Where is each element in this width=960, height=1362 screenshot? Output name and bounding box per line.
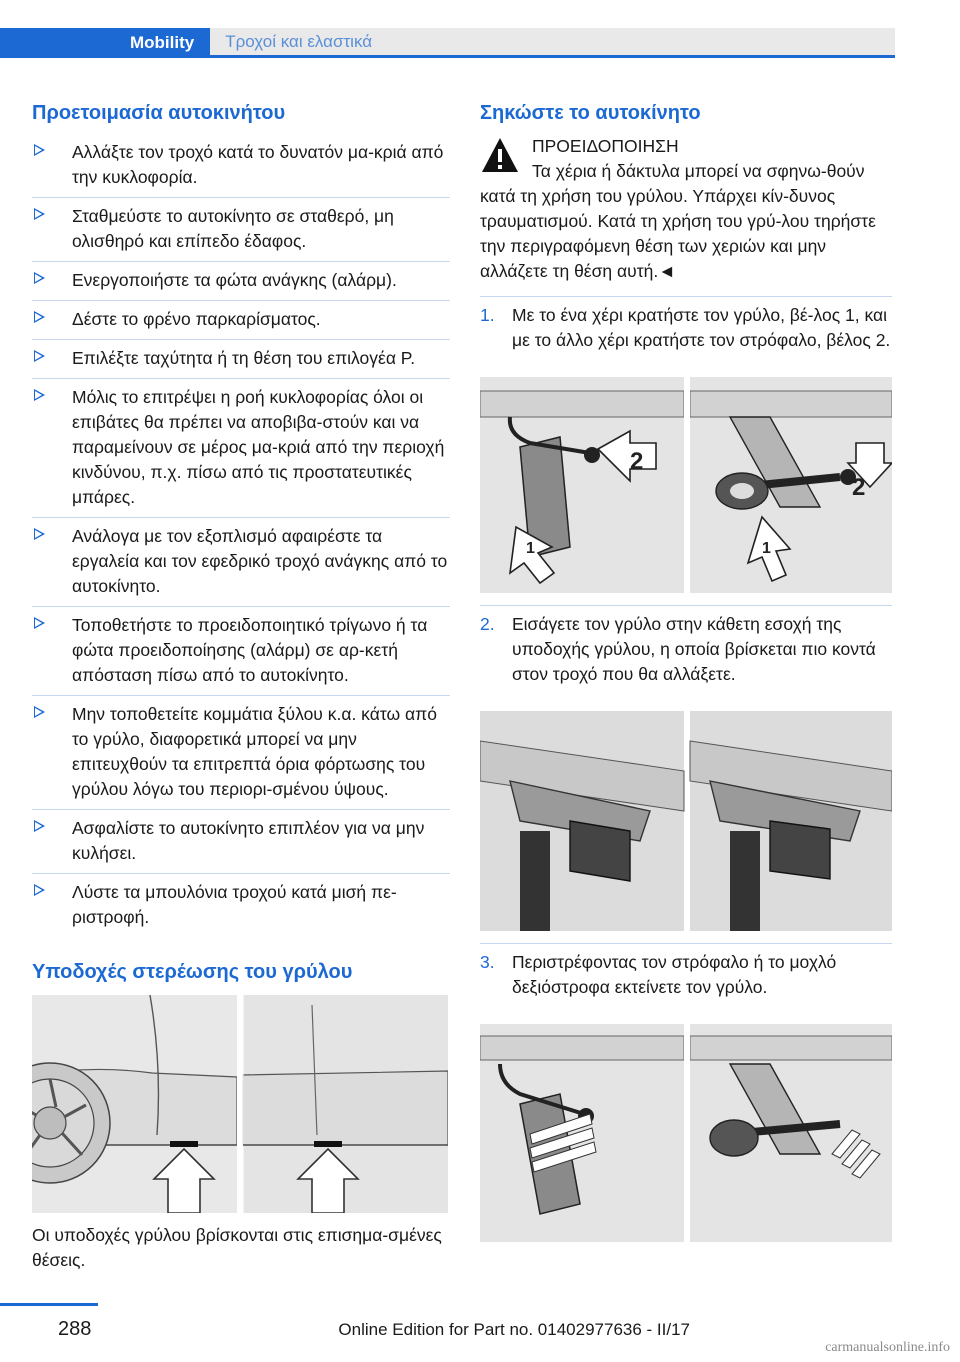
step-item	[480, 296, 892, 363]
bullet-triangle-icon	[34, 528, 45, 540]
list-item: Τοποθετήστε το προειδοποιητικό τρίγωνο ή τα φώτα προειδοποίησης (αλάρμ) σε αρ-κετή απόσταση πίσω από το αυτοκίνητο.	[32, 607, 450, 696]
figure-jack-insert	[480, 711, 892, 931]
list-item: Σταθμεύστε το αυτοκίνητο σε σταθερό, μη ολισθηρό και επίπεδο έδαφος.	[32, 198, 450, 262]
jack-insert-illustration	[480, 711, 892, 931]
bullet-triangle-icon	[34, 706, 45, 718]
step-item	[480, 605, 892, 697]
list-item: Ενεργοποιήστε τα φώτα ανάγκης (αλάρμ).	[32, 262, 450, 301]
arrow-label: 2	[630, 448, 644, 475]
chapter-tab: Mobility	[0, 28, 210, 58]
bullet-triangle-icon	[34, 820, 45, 832]
step-number: 1.	[480, 305, 495, 325]
list-item: Αλλάξτε τον τροχό κατά το δυνατόν μα-κριά από την κυκλοφορία.	[32, 134, 450, 198]
step-number: 2.	[480, 614, 495, 634]
warning-text: Τα χέρια ή δάκτυλα μπορεί να σφηνω-θούν κατά τη χρήση του γρύλου. Υπάρχει κίν-δυνος τραυματισμού. Κατά τη χρήση του γρύ-λου τηρήστε την περιγραφόμενη θέση των χεριών και μην αλλάζετε τη θέση αυτή.◄	[480, 161, 876, 281]
bullet-triangle-icon	[34, 144, 45, 156]
bullet-triangle-icon	[34, 272, 45, 284]
arrow-label: 2	[852, 474, 866, 501]
heading-prepare-vehicle: Προετοιμασία αυτοκινήτου	[32, 102, 286, 124]
right-column	[480, 100, 892, 1254]
jack-points-section	[32, 959, 450, 1273]
figure-jack-extend	[480, 1024, 892, 1242]
step-item	[480, 943, 892, 1010]
list-item: Λύστε τα μπουλόνια τροχού κατά μισή πε-ριστροφή.	[32, 874, 450, 937]
page-header	[0, 28, 895, 58]
section-tab: Τροχοί και ελαστικά	[210, 28, 895, 58]
watermark: carmanualsonline.info	[825, 1340, 950, 1355]
step-text: Περιστρέφοντας τον στρόφαλο ή το μοχλό δεξιόστροφα εκτείνετε τον γρύλο.	[512, 952, 837, 997]
bullet-triangle-icon	[34, 617, 45, 629]
jack-points-caption: Οι υποδοχές γρύλου βρίσκονται στις επισημα-σμένες θέσεις.	[32, 1225, 442, 1270]
list-item: Επιλέξτε ταχύτητα ή τη θέση του επιλογέα P.	[32, 340, 450, 379]
raise-steps-3	[480, 943, 892, 1010]
step-text: Με το ένα χέρι κρατήστε τον γρύλο, βέ-λος 1, και με το άλλο χέρι κρατήστε τον στρόφαλο, βέλος 2.	[512, 305, 891, 350]
step-number: 3.	[480, 952, 495, 972]
footer-accent-line	[0, 1303, 98, 1306]
jack-points-figure	[32, 995, 448, 1213]
list-item: Ασφαλίστε το αυτοκίνητο επιπλέον για να μην κυλήσει.	[32, 810, 450, 874]
list-item: Δέστε το φρένο παρκαρίσματος.	[32, 301, 450, 340]
preparation-list	[32, 134, 450, 937]
jack-extend-illustration	[480, 1024, 892, 1242]
warning-block	[480, 134, 892, 284]
list-item: Μόλις το επιτρέψει η ροή κυκλοφορίας όλοι οι επιβάτες θα πρέπει να αποβιβα-στούν και να παραμείνουν σε μέρος μα-κριά από την περιοχή κινδύνου, π.χ. πίσω από τις προστατευτικές μπάρες.	[32, 379, 450, 518]
step-text: Εισάγετε τον γρύλο στην κάθετη εσοχή της υποδοχής γρύλου, η οποία βρίσκεται πιο κοντά στον τροχό που θα αλλάξετε.	[512, 614, 876, 684]
edition-text: Online Edition for Part no. 01402977636 - II/17	[338, 1320, 690, 1339]
bullet-triangle-icon	[34, 208, 45, 220]
page-number: 288	[58, 1318, 92, 1340]
bullet-triangle-icon	[34, 350, 45, 362]
raise-steps	[480, 296, 892, 363]
left-column	[32, 100, 450, 1273]
figure-jack-hold	[480, 377, 892, 593]
warning-triangle-icon	[480, 136, 520, 176]
heading-jack-points: Υποδοχές στερέωσης του γρύλου	[32, 961, 353, 983]
warning-title: ΠΡΟΕΙΔΟΠΟΙΗΣΗ	[532, 136, 679, 156]
jack-hold-illustration	[480, 377, 892, 593]
heading-raise-vehicle: Σηκώστε το αυτοκίνητο	[480, 102, 701, 124]
arrow-label: 1	[762, 540, 771, 557]
car-sill-illustration	[32, 995, 448, 1213]
raise-steps-2	[480, 605, 892, 697]
list-item: Ανάλογα με τον εξοπλισμό αφαιρέστε τα εργαλεία και τον εφεδρικό τροχό ανάγκης από το αυτοκίνητο.	[32, 518, 450, 607]
arrow-label: 1	[526, 540, 535, 557]
bullet-triangle-icon	[34, 389, 45, 401]
bullet-triangle-icon	[34, 884, 45, 896]
bullet-triangle-icon	[34, 311, 45, 323]
list-item: Μην τοποθετείτε κομμάτια ξύλου κ.α. κάτω από το γρύλο, διαφορετικά μπορεί να μην επιτευχθούν τα επιτρεπτά όρια φόρτωσης του γρύλου λόγω του περιορι-σμένου ύψους.	[32, 696, 450, 810]
